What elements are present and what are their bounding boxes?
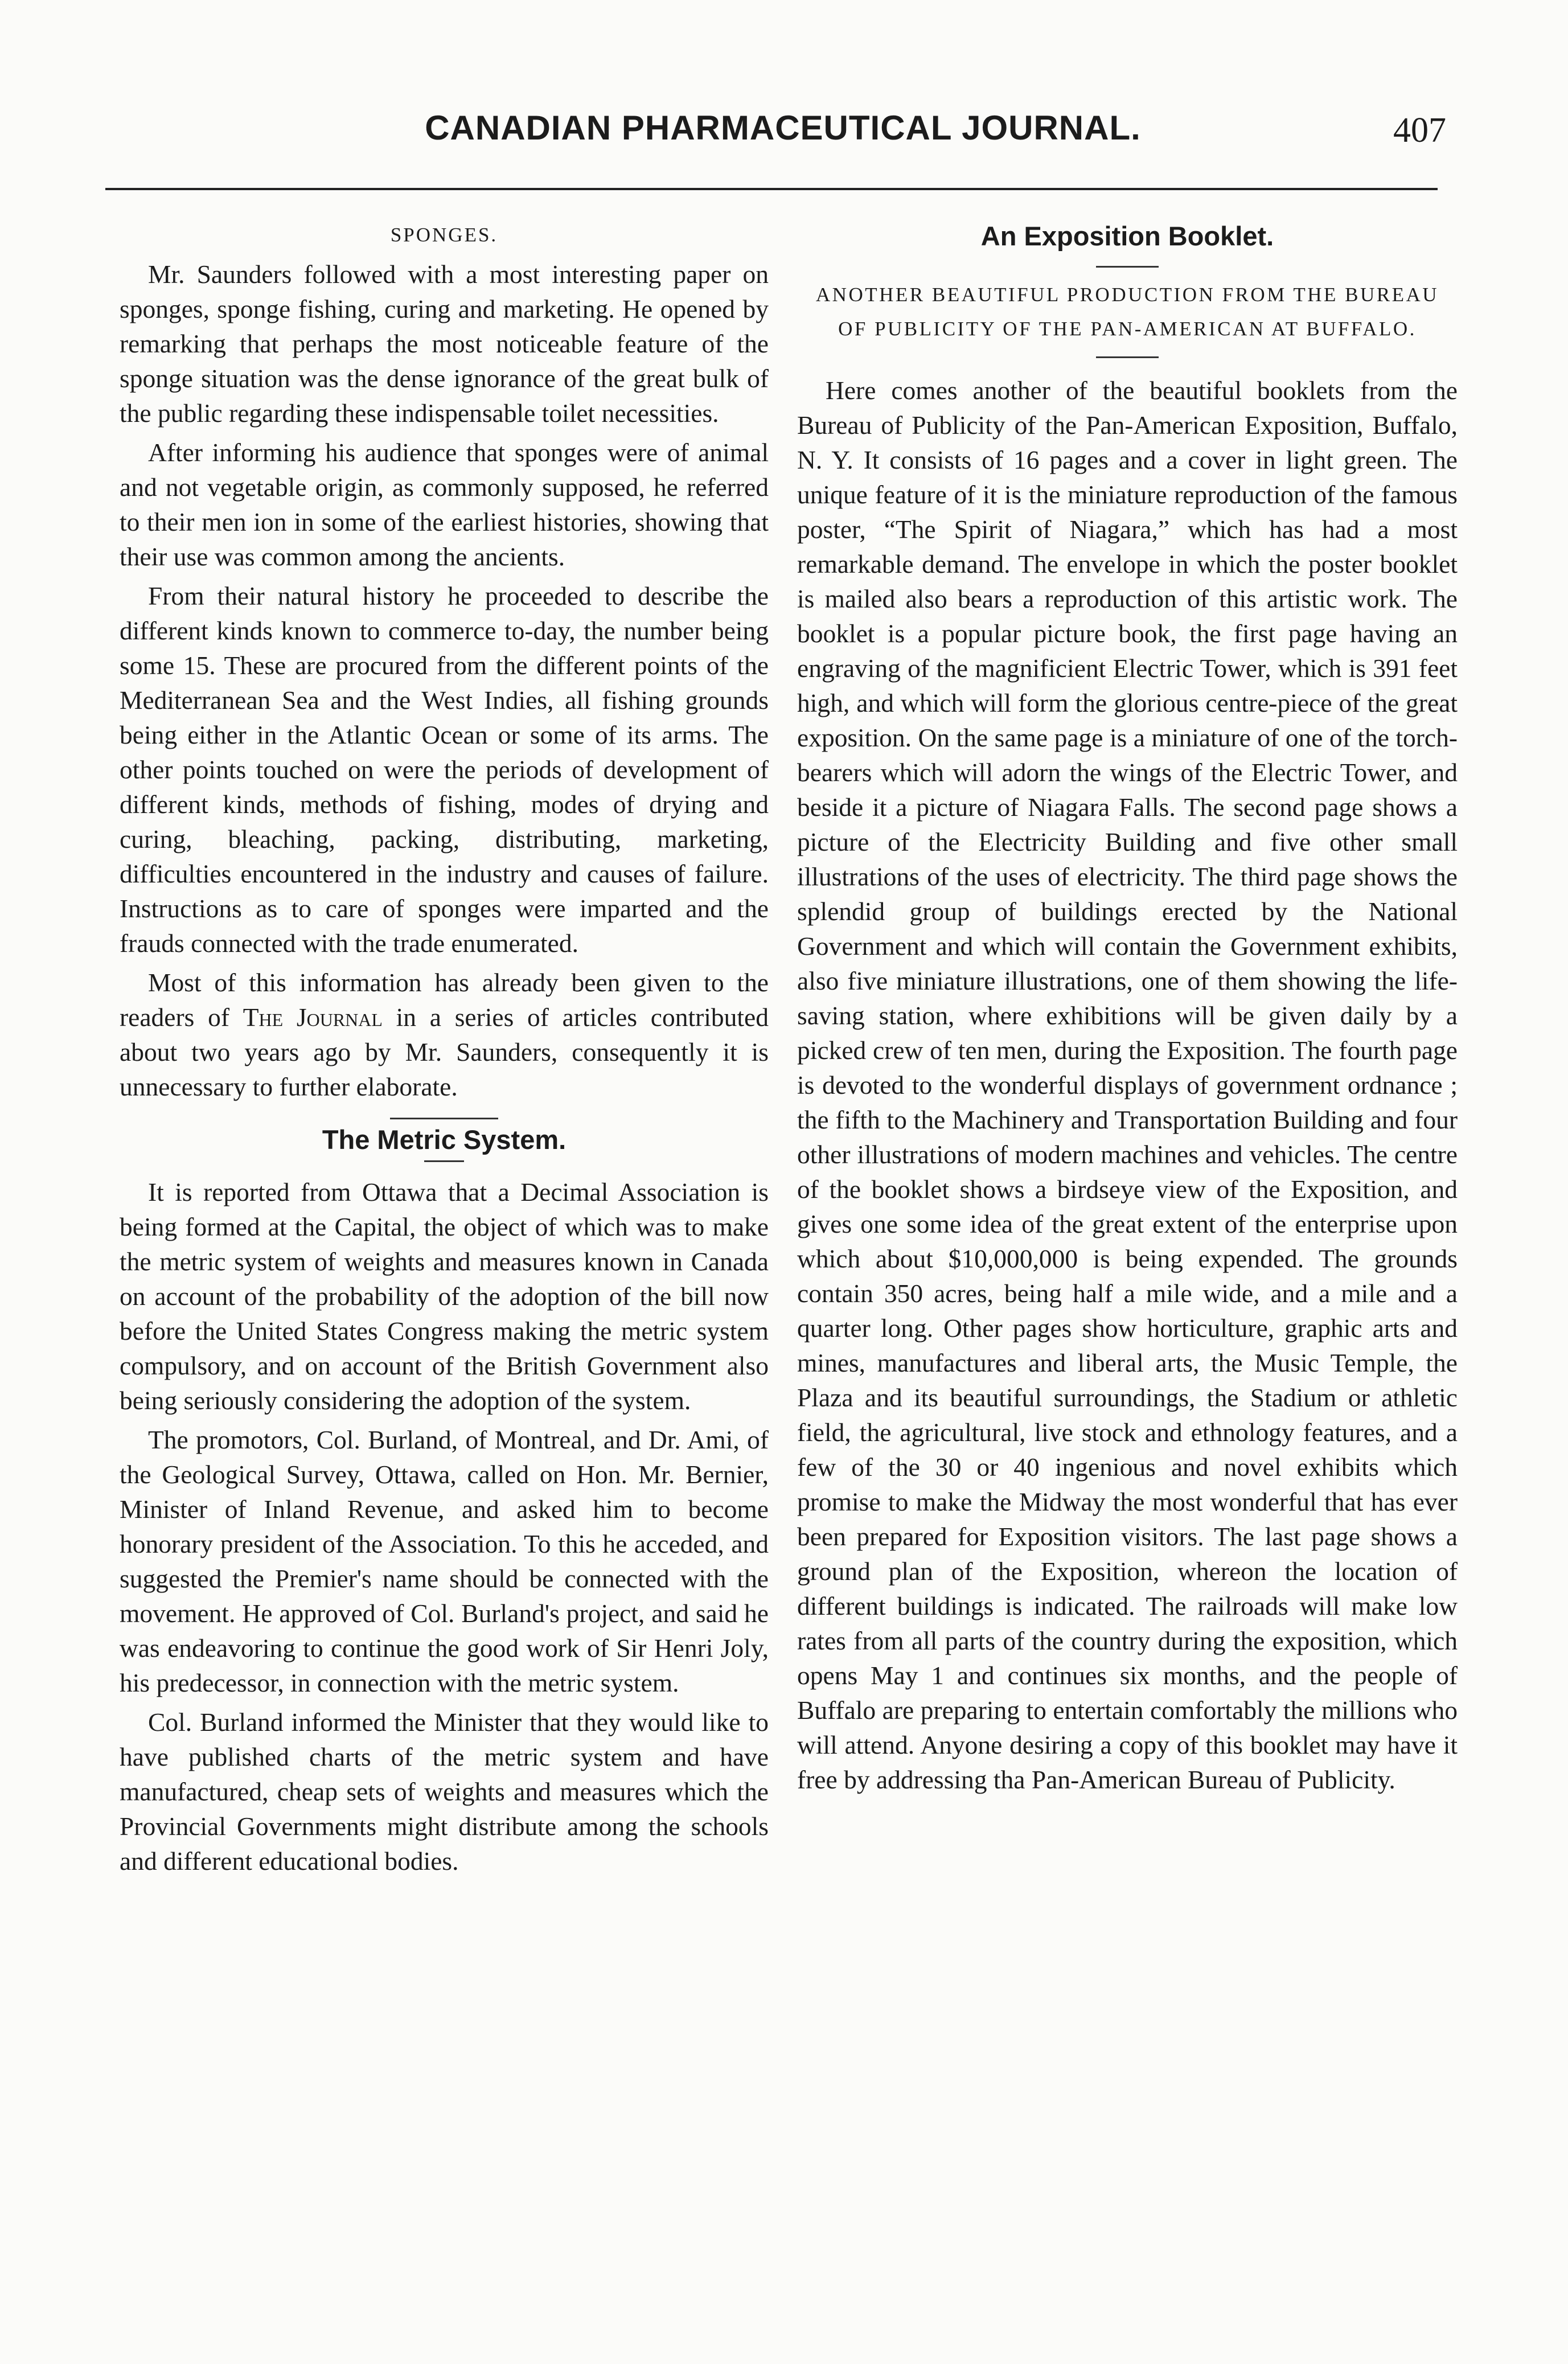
sponges-section-label: SPONGES. (390, 224, 498, 246)
metric-paragraph-2: The promotors, Col. Burland, of Montreal, and Dr. Ami, of the Geological Survey, Ottawa, called on Hon. Mr. Bernier, Minister of Inland Revenue, and asked him to become honorary president of the Association. To this he acceded, and suggested the Premier's name should be connected with the movement. He approved of Col. Burland's project, and said he was endeavoring to continue the good work of Sir Henri Joly, his predecessor, in connection with the metric system. (120, 1425, 769, 1697)
right-column (797, 219, 1458, 1801)
journal-title: CANADIAN PHARMACEUTICAL JOURNAL. (425, 109, 1141, 147)
metric-system-heading: The Metric System. (322, 1124, 567, 1155)
sponges-paragraph-4 (120, 965, 769, 1104)
section-divider (390, 1118, 498, 1119)
sponges-paragraph-4-start: Most of this information has already been given to the readers of (120, 968, 769, 1032)
sponges-paragraph-4-end: in a series of articles contributed about two years ago by Mr. Saunders, consequently it is unnecessary to further elaborate. (120, 1003, 769, 1101)
exposition-booklet-paragraph: Here comes another of the beautiful booklets from the Bureau of Publicity of the Pan-American Exposition, Buffalo, N. Y. It consists of 16 pages and a cover in light green. The unique feature of it is the miniature reproduction of the famous poster, “The Spirit of Niagara,” which has had a most remarkable demand. The envelope in which the poster booklet is mailed also bears a reproduction of this artistic work. The booklet is a popular picture book, the first page having an engraving of the magnificient Electric Tower, which is 391 feet high, and which will form the glorious centre-piece of the great exposition. On the same page is a miniature of one of the torch-bearers which will adorn the wings of the Electric Tower, and beside it a picture of Niagara Falls. The second page shows a picture of the Electricity Building and five other small illustrations of the uses of electricity. The third page shows the splendid group of buildings erected by the National Government and which will contain the Government exhibits, also five miniature illustrations, one of them showing the life-saving station, where exhibitions will be given daily by a picked crew of ten men, during the Exposition. The fourth page is devoted to the wonderful displays of government ordnance ; the fifth to the Machinery and Transportation Building and four other illustrations of modern machines and vehicles. The centre of the booklet shows a birdseye view of the Exposition, and gives one some idea of the great extent of the enterprise upon which about $10,000,000 is being expended. The grounds contain 350 acres, being half a mile wide, and a mile and a quarter long. Other pages show horticulture, graphic arts and mines, manufactures and liberal arts, the Music Temple, the Plaza and its beautiful surroundings, the Stadium or athletic field, the agricultural, live stock and ethnology features, and a few of the 30 or 40 ingenious and novel exhibits which promise to make the Midway the most wonderful that has ever been prepared for Exposition visitors. The last page shows a ground plan of the Exposition, whereon the location of different buildings is indicated. The railroads will make low rates from all parts of the country during the exposition, which opens May 1 and continues six months, and the people of Buffalo are preparing to entertain comfortably the millions who will attend. Anyone desiring a copy of this booklet may have it free by addressing tha Pan-American Bureau of Publicity. (797, 376, 1458, 1794)
exposition-booklet-heading: An Exposition Booklet. (980, 221, 1274, 251)
heading-divider (424, 1160, 464, 1162)
heading-divider (1096, 266, 1159, 268)
journal-name: The Journal (243, 1003, 383, 1032)
subheading-divider (1096, 356, 1159, 358)
header-rule (105, 188, 1438, 190)
left-column (120, 219, 769, 1883)
sponges-paragraph-3: From their natural history he proceeded to describe the different kinds known to commerce to-day, the number being some 15. These are procured from the different points of the Mediterranean Sea and the West Indies, all fishing grounds being either in the Atlantic Ocean or some of its arms. The other points touched on were the periods of development of different kinds, methods of fishing, modes of drying and curing, bleaching, packing, distributing, marketing, difficulties encountered in the industry and causes of failure. Instructions as to care of sponges were imparted and the frauds connected with the trade enumerated. (120, 581, 769, 958)
page-number: 407 (1393, 111, 1446, 150)
sponges-paragraph-1: Mr. Saunders followed with a most interesting paper on sponges, sponge fishing, curing and marketing. He opened by remarking that perhaps the most noticeable feature of the sponge situation was the dense ignorance of the great bulk of the public regarding these indispensable toilet necessities. (120, 260, 769, 428)
metric-paragraph-1: It is reported from Ottawa that a Decimal Association is being formed at the Capital, the object of which was to make the metric system of weights and measures known in Canada on account of the probability of the adoption of the bill now before the United States Congress making the metric system compulsory, and on account of the British Government also being seriously considering the adoption of the system. (120, 1177, 769, 1415)
exposition-booklet-subheading: ANOTHER BEAUTIFUL PRODUCTION FROM THE BUREAU OF PUBLICITY OF THE PAN-AMERICAN AT BUFFALO. (815, 284, 1439, 340)
sponges-paragraph-2: After informing his audience that sponges were of animal and not vegetable origin, as commonly supposed, he referred to their men ion in some of the earliest histories, showing that their use was common among the ancients. (120, 438, 769, 571)
page-header (102, 108, 1463, 171)
metric-paragraph-3: Col. Burland informed the Minister that they would like to have published charts of the metric system and have manufactured, cheap sets of weights and measures which the Provincial Governments might distribute among the schools and different educational bodies. (120, 1708, 769, 1875)
